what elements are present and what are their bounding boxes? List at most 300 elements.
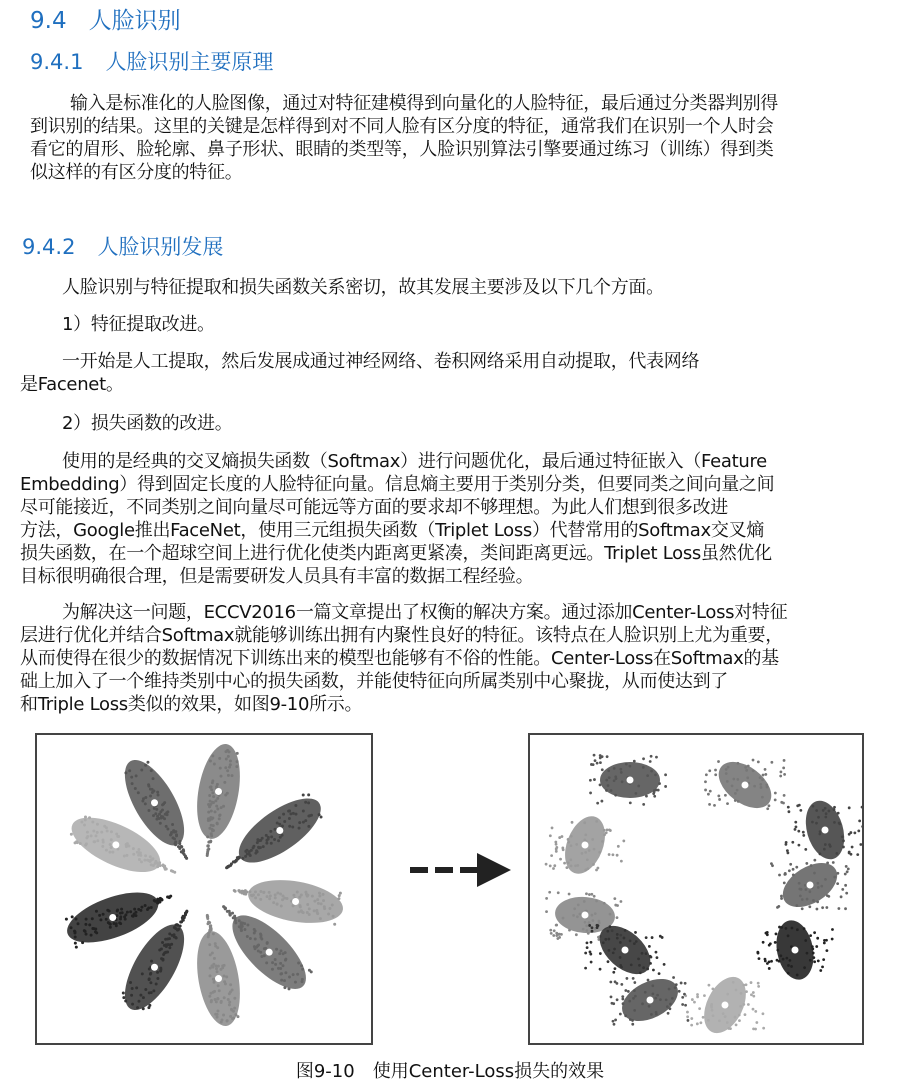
scatter-mark [764,773,767,776]
scatter-mark [612,971,615,974]
scatter-mark [553,864,556,867]
scatter-mark [586,941,589,944]
scatter-mark [705,773,708,776]
scatter-mark [551,827,554,830]
center-loss-scatter-image [530,735,862,1043]
scatter-mark [612,853,615,856]
scatter-mark [645,936,648,939]
scatter-mark [310,970,313,973]
scatter-mark [655,951,658,954]
section-number: 9.4.2 [22,235,76,259]
scatter-mark [620,900,623,903]
scatter-mark [770,761,773,764]
scatter-mark [651,936,654,939]
scatter-mark [307,793,310,796]
scatter-mark [845,892,848,895]
scatter-mark [809,934,812,937]
scatter-mark [338,894,341,897]
scatter-mark [663,963,666,966]
scatter-mark [769,942,772,945]
scatter-mark [591,926,594,929]
scatter-mark [206,848,209,851]
scatter-mark [599,952,602,955]
scatter-mark [831,938,834,941]
scatter-mark [649,760,652,763]
scatter-mark [667,1012,670,1015]
scatter-mark [845,865,848,868]
scatter-mark [709,790,712,793]
scatter-mark [557,933,560,936]
scatter-mark [704,789,707,792]
scatter-mark [678,990,681,993]
scatter-mark [209,926,212,929]
scatter-mark [693,1001,696,1004]
scatter-mark [813,859,816,862]
scatter-mark [180,845,183,848]
scatter-mark [856,853,859,856]
scatter-mark [792,868,795,871]
scatter-mark [683,993,686,996]
scatter-mark [791,841,794,844]
paragraph-line: 人脸识别与特征提取和损失函数关系密切，故其发展主要涉及以下几个方面。 [62,277,664,298]
scatter-mark [556,937,559,940]
scatter-mark [231,912,234,915]
paragraph-line: 损失函数，在一个超球空间上进行优化使类内距离更紧凑，类间距离更远。Triplet Loss虽然优化 [20,543,772,564]
scatter-mark [783,759,786,762]
paragraph-line: 是Facenet。 [20,374,124,395]
scatter-mark [757,982,760,985]
scatter-mark [788,810,791,813]
scatter-mark [233,860,236,863]
scatter-mark [774,941,777,944]
cluster-center [215,788,222,795]
scatter-mark [657,789,660,792]
scatter-mark [757,760,760,763]
scatter-mark [593,778,596,781]
scatter-mark [799,809,802,812]
scatter-mark [616,916,619,919]
scatter-mark [606,755,609,758]
scatter-mark [122,992,125,995]
scatter-mark [844,873,847,876]
scatter-mark [168,896,171,899]
scatter-mark [549,865,552,868]
cluster-center [266,949,273,956]
scatter-mark [632,977,635,980]
scatter-mark [848,852,851,855]
scatter-mark [822,958,825,961]
arrow-icon [405,850,515,890]
scatter-mark [827,895,830,898]
scatter-mark [821,906,824,909]
scatter-mark [817,960,820,963]
scatter-mark [614,1019,617,1022]
scatter-mark [762,1027,765,1030]
scatter-mark [596,926,599,929]
scatter-mark [620,860,623,863]
scatter-mark [561,847,564,850]
scatter-mark [234,890,237,893]
scatter-mark [601,768,604,771]
scatter-mark [717,795,720,798]
scatter-mark [207,841,210,844]
scatter-mark [241,890,244,893]
scatter-mark [608,829,611,832]
scatter-mark [708,769,711,772]
scatter-mark [653,795,656,798]
scatter-mark [707,793,710,796]
scatter-mark [802,834,805,837]
scatter-mark [237,889,240,892]
scatter-mark [844,907,847,910]
scatter-mark [619,1013,622,1016]
scatter-mark [844,884,847,887]
scatter-mark [788,869,791,872]
scatter-mark [184,855,187,858]
scatter-mark [780,770,783,773]
scatter-mark [591,930,594,933]
cluster-center [722,1002,729,1009]
section-number: 9.4.1 [30,50,84,74]
scatter-mark [768,960,771,963]
scatter-mark [656,956,659,959]
scatter-mark [236,1015,239,1018]
scatter-mark [744,1013,747,1016]
scatter-mark [794,821,797,824]
scatter-mark [206,917,209,920]
scatter-mark [789,863,792,866]
scatter-mark [563,862,566,865]
scatter-mark [180,850,183,853]
cluster-center [627,777,634,784]
scatter-mark [650,755,653,758]
scatter-mark [816,908,819,911]
scatter-mark [805,862,808,865]
scatter-mark [699,1021,702,1024]
scatter-mark [613,1023,616,1026]
scatter-mark [684,1004,687,1007]
scatter-mark [302,794,305,797]
scatter-mark [545,897,548,900]
scatter-mark [586,946,589,949]
scatter-mark [724,794,727,797]
scatter-mark [549,929,552,932]
scatter-mark [634,931,637,934]
scatter-mark [813,931,816,934]
cluster-center [622,947,629,954]
scatter-mark [857,829,860,832]
paragraph-line: 到识别的结果。这里的关键是怎样得到对不同人脸有区分度的特征，通常我们在识别一个人时会 [30,116,774,137]
section-number: 9.4 [30,8,67,34]
scatter-mark [785,841,788,844]
scatter-mark [714,769,717,772]
scatter-mark [802,831,805,834]
scatter-mark [851,846,854,849]
scatter-mark [558,836,561,839]
scatter-mark [754,1010,757,1013]
scatter-mark [616,904,619,907]
scatter-mark [766,933,769,936]
scatter-mark [686,1015,689,1018]
scatter-mark [595,869,598,872]
scatter-mark [795,825,798,828]
scatter-mark [622,840,625,843]
scatter-mark [173,871,176,874]
scatter-mark [607,960,610,963]
scatter-mark [754,1028,757,1031]
scatter-mark [75,946,78,949]
scatter-mark [779,775,782,778]
scatter-mark [703,994,706,997]
scatter-mark [702,1016,705,1019]
paragraph-line: 础上加入了一个维持类别中心的损失函数，并能使特征向所属类别中心聚拢，从而使达到了 [20,671,728,692]
scatter-mark [590,941,593,944]
scatter-mark [555,850,558,853]
scatter-mark [612,1020,615,1023]
scatter-mark [798,804,801,807]
scatter-mark [718,798,721,801]
scatter-mark [596,802,599,805]
scatter-mark [589,953,592,956]
scatter-mark [780,897,783,900]
scatter-mark [600,800,603,803]
figure-caption: 图9-10 使用Center-Loss损失的效果 [295,1061,605,1082]
paragraph-line: 使用的是经典的交叉熵损失函数（Softmax）进行问题优化，最后通过特征嵌入（Feature [62,451,767,472]
scatter-mark [738,1019,741,1022]
scatter-mark [593,754,596,757]
scatter-mark [680,982,683,985]
cluster-center [822,827,829,834]
scatter-mark [778,874,781,877]
scatter-mark [605,831,608,834]
scatter-mark [648,945,651,948]
scatter-mark [181,918,184,921]
scatter-mark [684,982,687,985]
scatter-mark [224,907,227,910]
figure-center-loss-features [528,733,864,1045]
scatter-mark [664,773,667,776]
scatter-mark [696,1022,699,1025]
scatter-mark [146,761,149,764]
scatter-mark [659,935,662,938]
scatter-mark [783,773,786,776]
scatter-mark [207,844,210,847]
scatter-mark [735,1024,738,1027]
paragraph-line: 从而使得在很少的数据情况下训练出来的模型也能够有不俗的性能。Center-Loss在Softmax的基 [20,648,779,669]
scatter-mark [853,832,856,835]
scatter-mark [165,867,168,870]
scatter-mark [861,825,862,828]
scatter-mark [770,960,773,963]
scatter-mark [784,872,787,875]
scatter-mark [823,942,826,945]
scatter-mark [752,759,755,762]
scatter-mark [626,977,629,980]
scatter-mark [797,830,800,833]
scatter-mark [606,828,609,831]
section-title: 人脸识别 [88,8,181,34]
figure-softmax-features [35,733,373,1045]
scatter-mark [681,996,684,999]
scatter-mark [861,806,862,809]
scatter-mark [858,819,861,822]
paragraph-line: 看它的眉形、脸轮廓、鼻子形状、眼睛的类型等，人脸识别算法引擎要通过练习（训练）得到类 [30,139,774,160]
scatter-mark [758,957,761,960]
scatter-mark [708,803,711,806]
scatter-mark [813,960,816,963]
scatter-mark [821,965,824,968]
scatter-mark [836,882,839,885]
scatter-mark [206,852,209,855]
paragraph-line: 为解决这一问题，ECCV2016一篇文章提出了权衡的解决方案。通过添加Center-Loss对特征 [62,602,788,623]
scatter-mark [776,959,779,962]
scatter-mark [624,989,627,992]
scatter-mark [774,798,777,801]
scatter-mark [831,928,834,931]
scatter-mark [614,980,617,983]
cluster-center [215,975,222,982]
scatter-mark [594,759,597,762]
scatter-mark [320,816,323,819]
scatter-mark [681,1003,684,1006]
cluster-center [792,947,799,954]
scatter-mark [620,983,623,986]
scatter-mark [557,891,560,894]
cluster-center [112,841,119,848]
scatter-mark [768,804,771,807]
scatter-mark [162,863,165,866]
scatter-mark [708,984,711,987]
scatter-mark [206,922,209,925]
scatter-mark [704,780,707,783]
paragraph-line: 1）特征提取改进。 [62,314,215,335]
scatter-mark [585,892,588,895]
scatter-mark [550,932,553,935]
scatter-mark [825,906,828,909]
scatter-mark [616,854,619,857]
scatter-mark [244,889,247,892]
scatter-mark [782,802,785,805]
scatter-mark [762,774,765,777]
scatter-mark [859,843,862,846]
scatter-mark [713,804,716,807]
scatter-mark [545,910,548,913]
scatter-mark [160,897,163,900]
scatter-mark [664,785,667,788]
scatter-mark [601,755,604,758]
scatter-mark [794,828,797,831]
scatter-mark [599,761,602,764]
paragraph-line: 和Triple Loss类似的效果，如图9-10所示。 [20,694,363,715]
scatter-mark [588,893,591,896]
scatter-mark [617,845,620,848]
scatter-mark [614,967,617,970]
section-title: 人脸识别主要原理 [105,50,274,74]
scatter-mark [786,849,789,852]
scatter-mark [764,958,767,961]
scatter-mark [787,806,790,809]
scatter-mark [848,806,851,809]
scatter-mark [550,854,553,857]
scatter-mark [548,891,551,894]
scatter-mark [631,1023,634,1026]
scatter-mark [783,794,786,797]
cluster-center [276,827,283,834]
scatter-mark [757,985,760,988]
scatter-mark [770,862,773,865]
scatter-mark [633,981,636,984]
paragraph-line: 层进行优化并结合Softmax就能够训练出拥有内聚性良好的特征。该特点在人脸识别上尤为重要， [20,625,783,646]
paragraph-line: 2）损失函数的改进。 [62,413,233,434]
scatter-mark [815,945,818,948]
scatter-mark [750,981,753,984]
scatter-mark [642,757,645,760]
scatter-mark [755,1021,758,1024]
cluster-center [109,914,116,921]
scatter-mark [801,907,804,910]
section-heading-9-4-2 [22,231,223,261]
scatter-mark [747,1003,750,1006]
scatter-mark [608,853,611,856]
softmax-scatter-image [37,735,371,1043]
scatter-mark [658,972,661,975]
scatter-mark [555,924,558,927]
paragraph-line: Embedding）得到固定长度的人脸特征向量。信息熵主要用于类别分类，但要同类之间向量之间 [20,474,775,495]
scatter-mark [599,968,602,971]
scatter-mark [616,998,619,1001]
scatter-mark [808,905,811,908]
scatter-mark [590,763,593,766]
scatter-mark [612,1002,615,1005]
paragraph-line: 输入是标准化的人脸图像，通过对特征建模得到向量化的人脸特征，最后通过分类器判别得 [70,93,778,114]
scatter-mark [775,933,778,936]
scatter-mark [621,998,624,1001]
scatter-mark [185,911,188,914]
scatter-mark [122,996,125,999]
scatter-mark [545,863,548,866]
scatter-mark [841,888,844,891]
scatter-mark [652,969,655,972]
scatter-mark [590,961,593,964]
cluster-center [151,964,158,971]
scatter-mark [552,867,555,870]
scatter-mark [584,967,587,970]
paragraph-line: 尽可能接近，不同类别之间向量尽可能远等方面的要求却不够理想。为此人们想到很多改进 [20,497,728,518]
scatter-mark [768,967,771,970]
scatter-mark [764,768,767,771]
scatter-mark [847,867,850,870]
scatter-mark [717,760,720,763]
scatter-mark [849,831,852,834]
scatter-mark [627,990,630,993]
scatter-mark [590,893,593,896]
scatter-mark [726,802,729,805]
scatter-mark [783,881,786,884]
scatter-mark [589,792,592,795]
scatter-mark [762,941,765,944]
scatter-mark [584,952,587,955]
scatter-mark [672,976,675,979]
scatter-mark [804,848,807,851]
cluster-center [807,882,814,889]
scatter-mark [74,942,77,945]
scatter-mark [795,866,798,869]
scatter-mark [816,937,819,940]
scatter-mark [613,897,616,900]
scatter-mark [229,864,232,867]
paragraph-line: 目标很明确很合理，但是需要研发人员具有丰富的数据工程经验。 [20,566,534,587]
scatter-mark [714,773,717,776]
